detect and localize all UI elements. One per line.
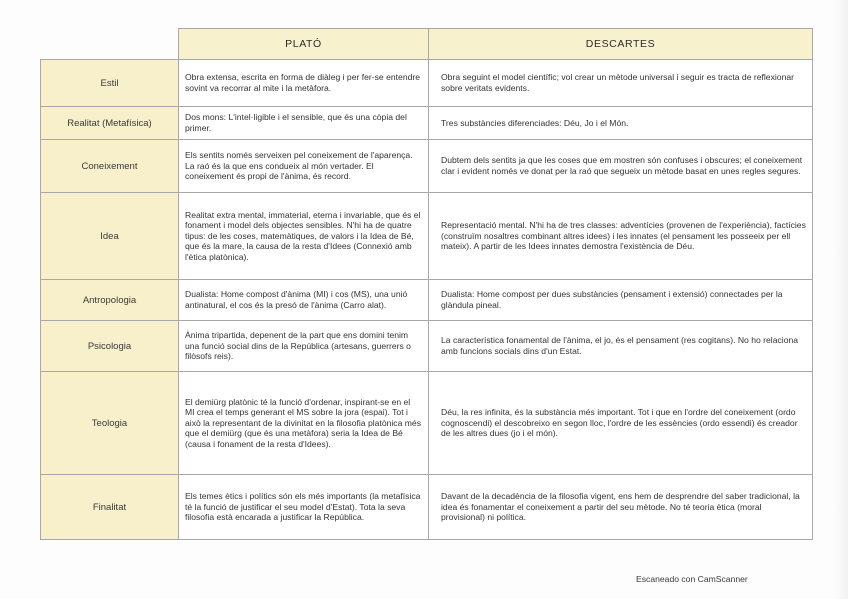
row-label-psicologia: Psicologia [41,321,179,372]
row-label-antropologia: Antropologia [41,280,179,321]
cell-plato-coneixement: Els sentits només serveixen pel coneixement de l'aparença. La raó és la que ens condueix al món vertader. El coneixement és propi de l'ànima, és record. [179,140,429,193]
table-row-antropologia [41,280,813,321]
cell-plato-antropologia: Dualista: Home compost d'ànima (MI) i cos (MS), una unió antinatural, el cos és la presó de l'ànima (Carro alat). [179,280,429,321]
row-label-estil: Estil [41,60,179,107]
header-corner [41,29,179,60]
table-row-finalitat [41,475,813,540]
cell-descartes-coneixement: Dubtem dels sentits ja que les coses que em mostren són confuses i obscures; el coneixement clar i evident només ve donat per la raó que segueix un mètode basat en unes regles segures. [429,140,813,193]
cell-plato-psicologia: Ànima tripartida, depenent de la part que ens domini tenim una funció social dins de la República (artesans, guerrers o filòsofs reis). [179,321,429,372]
scan-edge-shadow [834,0,848,599]
cell-descartes-finalitat: Davant de la decadència de la filosofia vigent, ens hem de desprendre del saber tradicional, la idea és fonamentar el coneixement a partir del seu mètode. No té teoria ètica (moral provisional) ni política. [429,475,813,540]
cell-descartes-antropologia: Dualista: Home compost per dues substàncies (pensament i extensió) connectades per la glàndula pineal. [429,280,813,321]
cell-plato-idea: Realitat extra mental, immaterial, eterna i invariable, que és el fonament i model dels objectes sensibles. N'hi ha de quatre tipus: de les coses, matemàtiques, de valors i la Idea de Bé, que és la mare, la causa de la resta d'Idees (Connexió amb l'ètica platònica). [179,193,429,280]
table-row-teologia [41,372,813,475]
row-label-coneixement: Coneixement [41,140,179,193]
row-label-realitat: Realitat (Metafísica) [41,107,179,140]
cell-descartes-realitat: Tres substàncies diferenciades: Déu, Jo i el Món. [429,107,813,140]
cell-plato-finalitat: Els temes ètics i polítics són els més importants (la metafísica té la funció de justificar el seu model d'Estat). Tota la seva filosofia està encarada a justificar la República. [179,475,429,540]
table-row-realitat [41,107,813,140]
cell-plato-estil: Obra extensa, escrita en forma de diàleg i per fer-se entendre sovint va recorrar al mite i la metàfora. [179,60,429,107]
cell-descartes-teologia: Déu, la res infinita, és la substància més important. Tot i que en l'ordre del coneixement (ordo cognoscendi) el descobreixo en segon lloc, l'ordre de les essències (ordo essendi) és creador de les altres dues (jo i el món). [429,372,813,475]
cell-descartes-idea: Representació mental. N'hi ha de tres classes: adventícies (provenen de l'experiència), factícies (construïm nosaltres combinant altres idees) i les innates (el pensament les posseeix per ell mateix). A partir de les Idees innates demostra l'existència de Déu. [429,193,813,280]
camscanner-watermark: Escaneado con CamScanner [636,574,748,584]
table-row-psicologia [41,321,813,372]
cell-descartes-psicologia: La característica fonamental de l'ànima, el jo, és el pensament (res cogitans). No ho relaciona amb funcions socials dins d'un Estat. [429,321,813,372]
cell-plato-teologia: El demiürg platònic té la funció d'ordenar, inspirant-se en el MI crea el temps generant el MS sobre la jora (espai). Tot i això la representant de la divinitat en la filosofia platònica més que el demiürg (que és una metàfora) seria la Idea de Bé (causa i fonament de la resta d'Idees). [179,372,429,475]
header-descartes: DESCARTES [429,29,813,60]
comparison-table [40,28,813,540]
cell-descartes-estil: Obra seguint el model científic; vol crear un mètode universal i seguir es tracta de reflexionar sobre veritats evidents. [429,60,813,107]
table-row-estil [41,60,813,107]
table-row-idea [41,193,813,280]
row-label-teologia: Teologia [41,372,179,475]
row-label-idea: Idea [41,193,179,280]
table-row-coneixement [41,140,813,193]
cell-plato-realitat: Dos mons: L'intel·ligible i el sensible, que és una còpia del primer. [179,107,429,140]
header-plato: PLATÓ [179,29,429,60]
row-label-finalitat: Finalitat [41,475,179,540]
header-row [41,29,813,60]
